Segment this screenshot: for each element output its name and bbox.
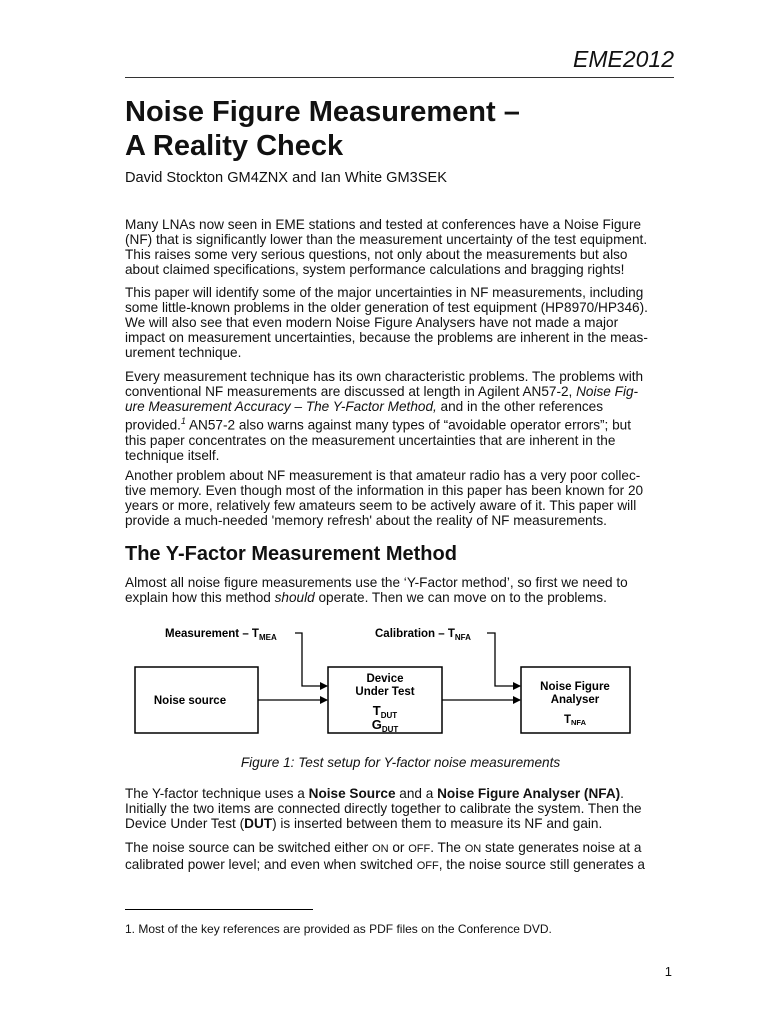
test-setup-diagram: [125, 620, 685, 748]
bold-term: Noise Figure Analyser (NFA): [437, 786, 621, 801]
reference-title: ure Measurement Accuracy – The Y-Factor Method,: [125, 399, 437, 414]
text-line: AN57-2 also warns against many types of “avoidable operator errors”; but: [185, 417, 631, 433]
text-line: tive memory. Even though most of the information in this paper has been known for 20: [125, 483, 644, 498]
text-line: state generates noise at a: [481, 840, 642, 855]
small-caps-term: OFF: [416, 860, 439, 872]
small-caps-term: ON: [372, 843, 389, 855]
paragraph-noise-source: [125, 840, 676, 874]
text-line: . The: [430, 840, 465, 855]
text-line: years or more, relatively few amateurs seem to be actively aware of it. This paper will: [125, 498, 637, 513]
small-caps-term: OFF: [408, 843, 431, 855]
text-line: explain how this method: [125, 590, 275, 605]
text-line: impact on measurement uncertainties, because the problems are inherent in the meas-: [125, 330, 648, 345]
reference-title: Noise Fig-: [576, 384, 639, 399]
paragraph-y-factor: [125, 786, 676, 831]
nfa-label-line-2: Analyser: [550, 694, 600, 706]
text-line: The noise source can be switched either: [125, 840, 373, 855]
text-line: and in the other references: [436, 399, 604, 414]
small-caps-term: ON: [464, 843, 482, 855]
dut-gain: $G_{DUT}$: [371, 717, 399, 734]
dut-label-line-2: Under Test: [355, 686, 415, 698]
text-line: (NF) that is significantly lower than the measurement uncertainty of the test equipment.: [125, 232, 648, 247]
text-line: provide a much-needed 'memory refresh' about the reality of NF measurements.: [125, 513, 607, 528]
text-line: We will also see that even modern Noise Figure Analysers have not made a major: [125, 315, 619, 330]
title-line-2: A Reality Check: [125, 130, 344, 162]
text-line: This raises some very serious questions, not only about the measurements but also: [125, 247, 628, 262]
paragraph-intro: [125, 217, 676, 277]
text-line: Another problem about NF measurement is that amateur radio has a very poor collec-: [125, 468, 641, 483]
text-line: .: [620, 786, 624, 801]
bold-term: Noise Source: [308, 786, 396, 801]
text-line: This paper will identify some of the major uncertainties in NF measurements, including: [125, 285, 644, 300]
paragraph-scope: [125, 285, 676, 360]
text-line: Initially the two items are connected directly together to calibrate the system. Then the: [125, 801, 642, 816]
text-line: Almost all noise figure measurements use the ‘Y-Factor method’, so first we need to: [125, 575, 628, 590]
emphasis: should: [274, 590, 315, 605]
authors: David Stockton GM4ZNX and Ian White GM3SEK: [125, 170, 448, 186]
text-line: ) is inserted between them to measure its NF and gain.: [272, 816, 603, 831]
text-line: , the noise source still generates a: [438, 857, 645, 872]
text-line: provided.: [125, 417, 181, 433]
nfa-label-line-1: Noise Figure: [540, 681, 610, 693]
page-number: 1: [664, 964, 672, 979]
paragraph-techniques: [125, 369, 676, 463]
bold-term: DUT: [244, 816, 273, 831]
figure-caption: Figure 1: Test setup for Y-factor noise measurements: [240, 755, 561, 770]
header-rule: [125, 77, 674, 78]
text-line: technique itself.: [125, 447, 220, 463]
nfa-temperature: TNFA: [563, 714, 587, 727]
footnote-rule: [125, 909, 313, 910]
text-line: this paper concentrates on the measurement uncertainties that are inherent in the: [125, 432, 616, 448]
dut-label-line-1: Device: [366, 673, 404, 685]
text-line: Every measurement technique has its own characteristic problems. The problems with: [125, 369, 644, 384]
paper-title: [125, 95, 520, 163]
text-line: and a: [395, 786, 438, 801]
dut-temperature: $T_{DUT}$: [372, 703, 398, 720]
text-line: operate. Then we can move on to the problems.: [314, 590, 607, 605]
section-heading: The Y-Factor Measurement Method: [125, 543, 457, 565]
text-line: calibrated power level; and even when switched: [125, 857, 417, 872]
noise-source-label: Noise source: [153, 695, 227, 707]
title-line-1: Noise Figure Measurement –: [125, 96, 520, 128]
measurement-label: Measurement – $T_{MEA}$: [165, 628, 277, 642]
paragraph-memory: [125, 468, 676, 528]
paragraph-method-intro: [125, 575, 676, 605]
measurement-arrow: [295, 633, 327, 686]
text-line: Device Under Test (: [125, 816, 245, 831]
calibration-label: Calibration – $T_{NFA}$: [375, 628, 471, 642]
text-line: some little-known problems in the older generation of test equipment (HP8970/HP346).: [125, 300, 648, 315]
text-line: Many LNAs now seen in EME stations and tested at conferences have a Noise Figure: [125, 217, 642, 232]
text-line: about claimed specifications, system performance calculations and bragging rights!: [125, 262, 625, 277]
text-line: The Y-factor technique uses a: [125, 786, 309, 801]
calibration-arrow: [487, 633, 520, 686]
running-header: EME2012: [572, 46, 674, 72]
text-line: conventional NF measurements are discussed at length in Agilent AN57-2,: [125, 384, 577, 399]
footnote: 1. Most of the key references are provided as PDF files on the Conference DVD.: [125, 922, 552, 936]
text-line: or: [388, 840, 409, 855]
footnote-marker[interactable]: 1: [180, 416, 186, 426]
text-line: urement technique.: [125, 345, 242, 360]
